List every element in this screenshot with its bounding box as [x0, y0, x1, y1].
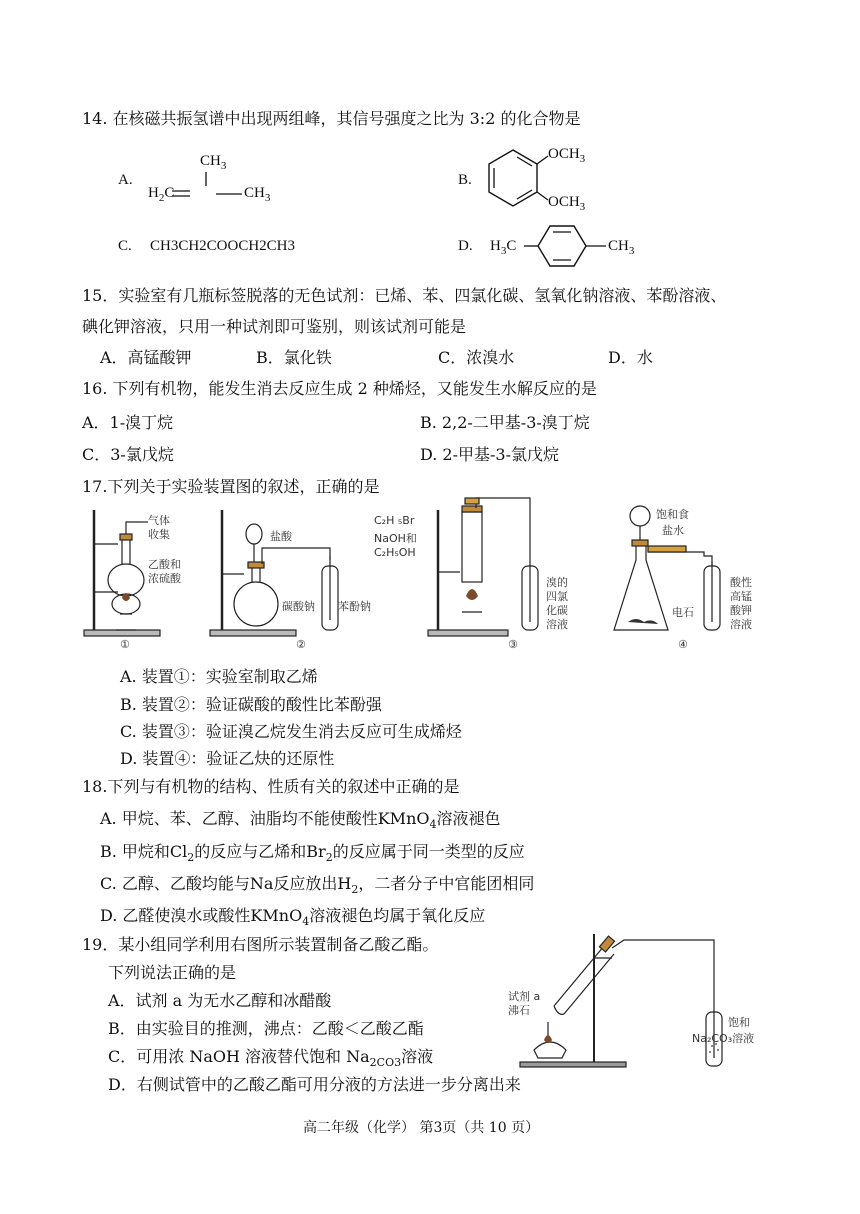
- q17-fig4-kmno4-2: 高锰: [730, 590, 752, 603]
- q17-fig4-kmno4-4: 溶液: [730, 618, 752, 631]
- q17-fig2-phenol: 苯酚钠: [338, 600, 371, 613]
- q19-fig-na2co3: Na₂CO₃溶液: [692, 1032, 755, 1045]
- q17-fig1-collect: 收集: [148, 528, 170, 541]
- q18-option-d: D. 乙醛使溴水或酸性KMnO$_4$溶液褪色均属于氧化反应: [100, 906, 486, 929]
- q17-fig1-gas: 气体: [148, 514, 170, 527]
- q14-option-a-label: A.: [118, 172, 133, 188]
- q14-b-och3-bottom: $OCH_3$: [548, 194, 586, 213]
- q15-option-d: D．水: [608, 348, 653, 367]
- q17-fig4-kmno4-1: 酸性: [730, 576, 752, 589]
- q14-a-h2c: $H_2C$: [148, 185, 175, 204]
- q17-fig2-na2co3: 碳酸钠: [282, 600, 315, 613]
- q15-stem-line1: 15．实验室有几瓶标签脱落的无色试剂：已烯、苯、四氯化碳、氢氧化钠溶液、苯酚溶液、: [82, 286, 727, 305]
- q15-option-b: B．氯化铁: [256, 348, 332, 367]
- q19-subtitle: 下列说法正确的是: [108, 963, 237, 982]
- page-footer: 高二年级（化学） 第3页（共 10 页）: [303, 1120, 540, 1136]
- q17-fig3-reagent3: C₂H₅OH: [374, 546, 416, 559]
- q17-fig3-solution1: 溴的: [546, 576, 568, 589]
- q14-d-ch3: $CH_3$: [608, 238, 635, 257]
- q17-fig4-calcium-carbide: 电石: [672, 606, 694, 619]
- q18-option-c: C. 乙醇、乙酸均能与Na反应放出$H_2$，二者分子中官能团相同: [100, 874, 535, 897]
- q17-fig4-water2: 盐水: [662, 524, 684, 537]
- q19-option-d: D．右侧试管中的乙酸乙酯可用分液的方法进一步分离出来: [108, 1075, 521, 1094]
- q15-option-c: C．浓溴水: [438, 348, 515, 367]
- q17-fig1-acid1: 乙酸和: [148, 558, 181, 571]
- q16-option-a: A．1-溴丁烷: [82, 413, 174, 432]
- q16-option-c: C．3-氯戊烷: [82, 445, 174, 464]
- q19-option-c: C．可用浓 NaOH 溶液替代饱和 $Na_{2CO3}$溶液: [108, 1047, 434, 1070]
- q18-option-b: B. 甲烷和$Cl_2$的反应与乙烯和$Br_2$的反应属于同一类型的反应: [100, 842, 525, 865]
- q17-fig3-solution4: 溶液: [546, 618, 568, 631]
- q14-stem: 14. 在核磁共振氢谱中出现两组峰，其信号强度之比为 3:2 的化合物是: [82, 109, 581, 128]
- q17-fig4-number: ④: [678, 638, 688, 651]
- q17-fig3-reagent2: NaOH和: [374, 532, 417, 545]
- q14-b-och3-top: $OCH_3$: [548, 146, 586, 165]
- q16-option-b: B. 2,2-二甲基-3-溴丁烷: [420, 413, 590, 432]
- q19-option-b: B．由实验目的推测，沸点：乙酸＜乙酸乙酯: [108, 1019, 424, 1038]
- q17-fig3-solution3: 化碳: [546, 604, 568, 617]
- q15-stem-line2: 碘化钾溶液，只用一种试剂即可鉴别，则该试剂可能是: [82, 317, 467, 336]
- q14-option-b-label: B.: [458, 172, 472, 188]
- q17-fig3-solution2: 四氯: [546, 590, 568, 603]
- q17-option-c: C. 装置③：验证溴乙烷发生消去反应可生成烯烃: [120, 722, 462, 741]
- q16-option-d: D. 2-甲基-3-氯戊烷: [420, 445, 560, 464]
- q18-option-a: A. 甲烷、苯、乙醇、油脂均不能使酸性KMnO$_4$溶液褪色: [100, 809, 501, 832]
- q15-option-a: A．高锰酸钾: [100, 348, 192, 367]
- q14-option-d-label: D.: [458, 238, 473, 254]
- q17-fig2-number: ②: [296, 638, 306, 651]
- q17-fig1-number: ①: [120, 638, 130, 651]
- q17-fig3-reagent1: C₂H ₅Br: [374, 514, 415, 527]
- q17-option-d: D. 装置④：验证乙炔的还原性: [120, 749, 335, 768]
- q17-fig4-water1: 饱和食: [656, 508, 689, 521]
- q14-c-formula: CH3CH2COOCH2CH3: [150, 238, 296, 254]
- q14-d-h3c: $H_3C$: [490, 238, 517, 257]
- q14-option-c-label: C.: [118, 238, 132, 254]
- q19-fig-boiling-stone: 沸石: [508, 1004, 530, 1017]
- q17-fig4-kmno4-3: 酸钾: [730, 604, 752, 617]
- q17-option-a: A. 装置①：实验室制取乙烯: [120, 667, 318, 686]
- q17-fig3-number: ③: [508, 638, 518, 651]
- q19-stem: 19．某小组同学利用右图所示装置制备乙酸乙酯。: [82, 935, 439, 954]
- q17-fig1-acid2: 浓硫酸: [148, 572, 181, 585]
- q16-stem: 16. 下列有机物，能发生消去反应生成 2 种烯烃，又能发生水解反应的是: [82, 379, 597, 398]
- q14-a-ch3-right: $CH_3$: [244, 185, 271, 204]
- q19-fig-reagent: 试剂 a: [508, 990, 541, 1003]
- q17-stem: 17.下列关于实验装置图的叙述，正确的是: [82, 477, 380, 496]
- q14-a-ch3-top: $CH_3$: [200, 153, 227, 172]
- q19-fig-saturated: 饱和: [728, 1016, 750, 1029]
- q17-option-b: B. 装置②：验证碳酸的酸性比苯酚强: [120, 695, 382, 714]
- q18-stem: 18.下列与有机物的结构、性质有关的叙述中正确的是: [82, 777, 460, 796]
- q17-fig2-hcl: 盐酸: [270, 530, 292, 543]
- q19-option-a: A．试剂 a 为无水乙醇和冰醋酸: [108, 991, 332, 1010]
